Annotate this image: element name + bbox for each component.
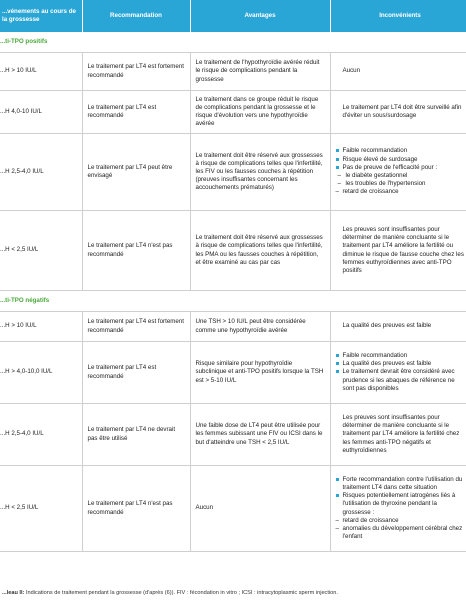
cell-condition: ...H 2,5-4,0 IU/L <box>0 134 82 211</box>
table-row <box>0 211 466 291</box>
cell-condition: ...H > 10 IU/L <box>0 53 82 91</box>
cell-text: Les preuves sont insuffisantes pour déterminer de manière concluante si le traitement par LT4 améliore la fertilité chez les femmes anti-TPO négatifs et euthyroïdiennes <box>342 414 460 454</box>
list-item: – retard de croissance <box>336 517 466 525</box>
cell-advantages: Le traitement doit être réservé aux grossesses à risque de complications telles que l'infertilité, les FIV ou les fausses couches à répétition (preuves insuffisantes concernant les accouchements prématurés) <box>190 134 330 211</box>
header-disadvantages: Inconvénients <box>330 0 466 32</box>
list-item: – les troubles de l'hypertension <box>336 180 466 188</box>
cell-condition: ...H 2,5-4,0 IU/L <box>0 404 82 466</box>
cell-disadvantages <box>330 211 466 291</box>
cell-advantages: Une faible dose de LT4 peut être utilisée pour les femmes subissant une FIV ou ICSI dans le but d'atteindre une TSH < 2,5 IU/L <box>190 404 330 466</box>
table-row <box>0 312 466 342</box>
cell-text: Les preuves sont insuffisantes pour déterminer de manière concluante si le traitement par LT4 améliore la fertilité ou diminue le risque de fausse couche chez les femmes euthyroïdiennes avec anti-TPO positifs <box>342 225 464 274</box>
cell-condition: ...H 4,0-10 IU/L <box>0 91 82 134</box>
cell-recommendation: Le traitement par LT4 n'est pas recommandé <box>82 466 190 552</box>
list-item: – le diabète gestationnel <box>336 172 466 180</box>
list-item: Faible recommandation <box>336 147 466 155</box>
cell-disadvantages <box>330 404 466 466</box>
cell-advantages: Aucun <box>190 466 330 552</box>
cell-disadvantages <box>330 91 466 134</box>
cell-text: Aucun <box>342 67 361 75</box>
cell-recommendation: Le traitement par LT4 peut être envisagé <box>82 134 190 211</box>
cell-condition: ...H > 10 IU/L <box>0 312 82 342</box>
cell-disadvantages <box>330 53 466 91</box>
cell-text: Le traitement par LT4 doit être surveillé afin d'éviter un sous/surdosage <box>342 103 462 119</box>
cell-condition: ...H < 2,5 IU/L <box>0 211 82 291</box>
cell-recommendation: Le traitement par LT4 est recommandé <box>82 342 190 404</box>
cell-text: La qualité des preuves est faible <box>342 322 432 330</box>
list-item: – anomalies du développement cérébral chez l'enfant <box>336 525 466 541</box>
cell-disadvantages <box>330 466 466 552</box>
cell-recommendation: Le traitement par LT4 est fortement recommandé <box>82 312 190 342</box>
header-advantages: Avantages <box>190 0 330 32</box>
cell-advantages: Risque similaire pour hypothyroïdie subclinique et anti-TPO positifs lorsque la TSH est > 5-10 IU/L <box>190 342 330 404</box>
section-title-anti-tpo-positive: ...ti-TPO positifs <box>0 32 466 53</box>
list-item: Le traitement devrait être considéré avec prudence si les abaques de référence ne sont pas disponibles <box>336 368 466 393</box>
cell-advantages: Le traitement de l'hypothyroïdie avérée réduit le risque de complications pendant la grossesse <box>190 53 330 91</box>
cell-advantages: Le traitement dans ce groupe réduit le risque de complications pendant la grossesse et le risque d'évolution vers une hypothyroïdie avérée <box>190 91 330 134</box>
table-row <box>0 342 466 404</box>
caption-label: ...leau II: <box>2 590 25 596</box>
table-row <box>0 466 466 552</box>
table-row <box>0 134 466 211</box>
list-item: La qualité des preuves est faible <box>336 360 466 368</box>
header-recommendation: Recommandation <box>82 0 190 32</box>
caption-text: Indications de traitement pendant la grossesse (d'après (6)). FIV : fécondation in vitro ; ICSI : intracytoplasmic sperm injection. <box>24 590 338 596</box>
cell-recommendation: Le traitement par LT4 n'est pas recommandé <box>82 211 190 291</box>
cell-disadvantages <box>330 134 466 211</box>
list-item: – retard de croissance <box>336 188 466 196</box>
section-title-anti-tpo-negative: ...ti-TPO négatifs <box>0 291 466 312</box>
table-row <box>0 53 466 91</box>
cell-advantages: Le traitement doit être réservé aux grossesses à risque de complications telles que l'infertilité, les PMA ou les fausses couches à répétition, et être examiné au cas par cas <box>190 211 330 291</box>
cell-condition: ...H > 4,0-10,0 IU/L <box>0 342 82 404</box>
list-item: Pas de preuve de l'efficacité pour : <box>336 164 466 172</box>
list-item: Faible recommandation <box>336 352 466 360</box>
header-condition: ...vénements au cours de la grossesse <box>0 0 82 32</box>
cell-advantages: Une TSH > 10 IU/L peut être considérée comme une hypothyroïdie avérée <box>190 312 330 342</box>
list-item: Risque élevé de surdosage <box>336 156 466 164</box>
cell-condition: ...H < 2,5 IU/L <box>0 466 82 552</box>
list-item: Forte recommandation contre l'utilisation du traitement LT4 dans cette situation <box>336 476 466 492</box>
cell-disadvantages <box>330 312 466 342</box>
cell-recommendation: Le traitement par LT4 ne devrait pas être utilisé <box>82 404 190 466</box>
table-row <box>0 91 466 134</box>
table-row <box>0 404 466 466</box>
cell-disadvantages <box>330 342 466 404</box>
cell-recommendation: Le traitement par LT4 est fortement recommandé <box>82 53 190 91</box>
table-header-row <box>0 0 466 32</box>
cell-recommendation: Le traitement par LT4 est recommandé <box>82 91 190 134</box>
table-caption <box>2 590 338 596</box>
list-item: Risques potentiellement iatrogènes liés à l'utilisation de thyroxine pendant la grossesse : <box>336 492 466 517</box>
